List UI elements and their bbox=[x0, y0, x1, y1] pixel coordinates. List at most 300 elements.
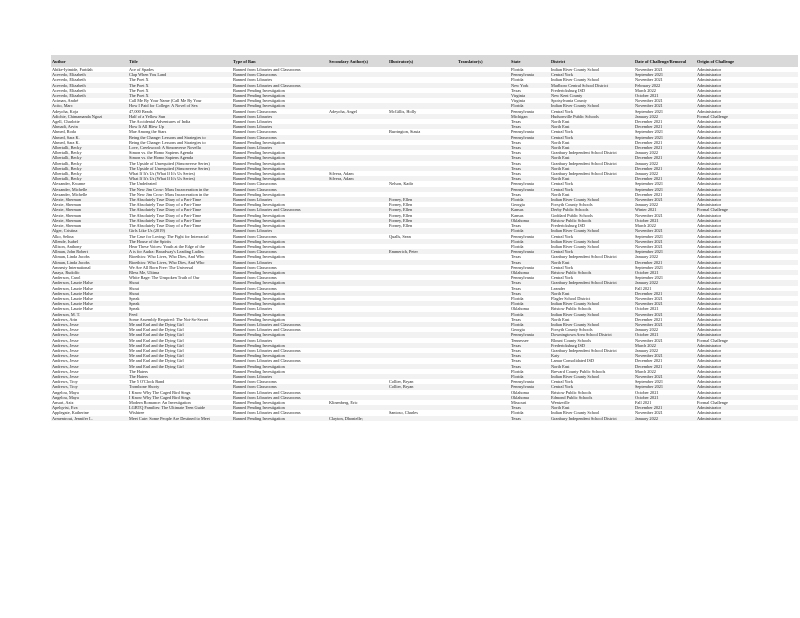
title-cell[interactable]: White Rage: The Unspoken Truth of Our bbox=[128, 275, 232, 280]
illustrator-cell[interactable]: Qualls, Sean bbox=[388, 234, 457, 239]
date-cell[interactable]: October 2021 bbox=[634, 218, 696, 223]
title-cell[interactable]: The House of the Spirits bbox=[128, 239, 232, 244]
district-cell[interactable]: Katy bbox=[550, 353, 634, 358]
title-cell[interactable]: Speak bbox=[128, 301, 232, 306]
state-cell[interactable]: Texas bbox=[510, 192, 550, 197]
author-cell[interactable]: Alko, Selina bbox=[51, 234, 128, 239]
origin-cell[interactable]: Administrator bbox=[696, 353, 798, 358]
date-cell[interactable]: September 2021 bbox=[634, 379, 696, 384]
date-cell[interactable]: October 2021 bbox=[634, 306, 696, 311]
ban-type-cell[interactable]: Banned from Libraries bbox=[232, 114, 328, 119]
title-cell[interactable]: Shout bbox=[128, 291, 232, 296]
district-cell[interactable]: North East bbox=[550, 176, 634, 181]
title-cell[interactable]: The New Jim Crow: Mass Incarceration in the bbox=[128, 192, 232, 197]
state-cell[interactable]: Texas bbox=[510, 286, 550, 291]
ban-type-cell[interactable]: Banned from Libraries bbox=[232, 260, 328, 265]
title-cell[interactable]: How I Paid for College: A Novel of Sex bbox=[128, 103, 232, 108]
ban-type-cell[interactable]: Banned Pending Investigation bbox=[232, 213, 328, 218]
state-cell[interactable]: Michigan bbox=[510, 114, 550, 119]
district-cell[interactable]: Derby Public Schools bbox=[550, 207, 634, 212]
illustrator-cell[interactable]: Forney, Ellen bbox=[388, 218, 457, 223]
table-row[interactable] bbox=[51, 416, 798, 421]
district-cell[interactable]: Central York bbox=[550, 275, 634, 280]
ban-type-cell[interactable]: Banned from Libraries bbox=[232, 338, 328, 343]
date-cell[interactable]: November 2021 bbox=[634, 301, 696, 306]
ban-type-cell[interactable]: Banned from Libraries and Classrooms bbox=[232, 67, 328, 72]
ban-type-cell[interactable]: Banned from Libraries bbox=[232, 197, 328, 202]
author-cell[interactable]: Andrews, Jesse bbox=[51, 322, 128, 327]
state-cell[interactable]: Florida bbox=[510, 67, 550, 72]
date-cell[interactable]: December 2021 bbox=[634, 176, 696, 181]
district-cell[interactable]: New Kent County bbox=[550, 93, 634, 98]
district-cell[interactable]: Granbury Independent School District bbox=[550, 416, 634, 421]
author-cell[interactable]: Acito, Marc bbox=[51, 103, 128, 108]
author-cell[interactable]: Andrews, Jesse bbox=[51, 332, 128, 337]
ban-type-cell[interactable]: Banned from Libraries and Classrooms bbox=[232, 410, 328, 415]
state-cell[interactable]: Texas bbox=[510, 291, 550, 296]
origin-cell[interactable]: Administrator bbox=[696, 176, 798, 181]
date-cell[interactable]: January 2022 bbox=[634, 161, 696, 166]
author-cell[interactable]: Andrews, Jesse bbox=[51, 348, 128, 353]
ban-type-cell[interactable]: Banned from Libraries and Classrooms bbox=[232, 358, 328, 363]
origin-cell[interactable]: Administrator bbox=[696, 98, 798, 103]
district-cell[interactable]: Indian River County School bbox=[550, 103, 634, 108]
ban-type-cell[interactable]: Banned from Libraries bbox=[232, 374, 328, 379]
date-cell[interactable]: January 2022 bbox=[634, 280, 696, 285]
origin-cell[interactable]: Administrator bbox=[696, 124, 798, 129]
district-cell[interactable]: Indian River County School bbox=[550, 410, 634, 415]
date-cell[interactable]: November 2021 bbox=[634, 338, 696, 343]
author-cell[interactable]: Anderson, Laurie Halse bbox=[51, 291, 128, 296]
date-cell[interactable]: October 2021 bbox=[634, 390, 696, 395]
author-cell[interactable]: Ansari, Aziz bbox=[51, 400, 128, 405]
title-cell[interactable]: 47,000 Beads bbox=[128, 109, 232, 114]
district-cell[interactable]: North East bbox=[550, 364, 634, 369]
date-cell[interactable]: September 2021 bbox=[634, 129, 696, 134]
date-cell[interactable]: January 2022 bbox=[634, 150, 696, 155]
state-cell[interactable]: Texas bbox=[510, 166, 550, 171]
date-cell[interactable]: January 2022 bbox=[634, 171, 696, 176]
origin-cell[interactable]: Administrator bbox=[696, 369, 798, 374]
author-cell[interactable]: Ahmed, Sara K. bbox=[51, 140, 128, 145]
column-header[interactable]: District bbox=[550, 55, 634, 67]
ban-type-cell[interactable]: Banned Pending Investigation bbox=[232, 88, 328, 93]
state-cell[interactable]: Pennsylvania bbox=[510, 72, 550, 77]
secondary-author-cell[interactable]: Klinenberg, Eric bbox=[328, 400, 388, 405]
district-cell[interactable]: Granbury Independent School District bbox=[550, 171, 634, 176]
origin-cell[interactable]: Administrator bbox=[696, 88, 798, 93]
state-cell[interactable]: Florida bbox=[510, 322, 550, 327]
date-cell[interactable]: November 2021 bbox=[634, 213, 696, 218]
origin-cell[interactable]: Administrator bbox=[696, 72, 798, 77]
ban-type-cell[interactable]: Banned from Classrooms bbox=[232, 265, 328, 270]
author-cell[interactable]: Andrews, Jesse bbox=[51, 353, 128, 358]
district-cell[interactable]: Flagler School District bbox=[550, 296, 634, 301]
title-cell[interactable]: Me and Earl and the Dying Girl bbox=[128, 364, 232, 369]
state-cell[interactable]: Pennsylvania bbox=[510, 265, 550, 270]
ban-type-cell[interactable]: Banned Pending Investigation bbox=[232, 343, 328, 348]
state-cell[interactable]: Florida bbox=[510, 239, 550, 244]
ban-type-cell[interactable]: Banned Pending Investigation bbox=[232, 291, 328, 296]
author-cell[interactable]: Agell, Charlotte bbox=[51, 119, 128, 124]
state-cell[interactable]: Florida bbox=[510, 312, 550, 317]
state-cell[interactable]: Oklahoma bbox=[510, 218, 550, 223]
origin-cell[interactable]: Administrator bbox=[696, 416, 798, 421]
author-cell[interactable]: Ahmed, Sara K. bbox=[51, 135, 128, 140]
origin-cell[interactable]: Administrator bbox=[696, 155, 798, 160]
date-cell[interactable]: December 2021 bbox=[634, 364, 696, 369]
district-cell[interactable]: North East bbox=[550, 291, 634, 296]
title-cell[interactable]: Hear These Voices: Youth at the Edge of the bbox=[128, 244, 232, 249]
state-cell[interactable]: Texas bbox=[510, 88, 550, 93]
ban-type-cell[interactable]: Banned from Classrooms bbox=[232, 187, 328, 192]
origin-cell[interactable]: Administrator bbox=[696, 265, 798, 270]
author-cell[interactable]: Andrews, Arin bbox=[51, 317, 128, 322]
origin-cell[interactable]: Formal Challenge bbox=[696, 338, 798, 343]
author-cell[interactable]: Alger, Cristina bbox=[51, 228, 128, 233]
title-cell[interactable]: Me and Earl and the Dying Girl bbox=[128, 343, 232, 348]
author-cell[interactable]: Andrews, Troy bbox=[51, 379, 128, 384]
date-cell[interactable]: January 2022 bbox=[634, 348, 696, 353]
origin-cell[interactable]: Administrator bbox=[696, 103, 798, 108]
ban-type-cell[interactable]: Banned Pending Investigation bbox=[232, 364, 328, 369]
title-cell[interactable]: Me and Earl and the Dying Girl bbox=[128, 353, 232, 358]
district-cell[interactable]: Indian River County School bbox=[550, 301, 634, 306]
state-cell[interactable]: Texas bbox=[510, 124, 550, 129]
district-cell[interactable]: Indian River County School bbox=[550, 228, 634, 233]
origin-cell[interactable]: Administrator bbox=[696, 286, 798, 291]
title-cell[interactable]: The Upside of Unrequited (Simonverse Series) bbox=[128, 166, 232, 171]
title-cell[interactable]: The New Jim Crow: Mass Incarceration in the bbox=[128, 187, 232, 192]
state-cell[interactable]: Texas bbox=[510, 171, 550, 176]
origin-cell[interactable]: Administrator bbox=[696, 239, 798, 244]
ban-type-cell[interactable]: Banned Pending Investigation bbox=[232, 244, 328, 249]
title-cell[interactable]: The Poet X bbox=[128, 88, 232, 93]
translator-cell[interactable] bbox=[457, 416, 510, 421]
origin-cell[interactable]: Administrator bbox=[696, 119, 798, 124]
district-cell[interactable]: North East bbox=[550, 145, 634, 150]
date-cell[interactable]: November 2021 bbox=[634, 322, 696, 327]
origin-cell[interactable]: Administrator bbox=[696, 374, 798, 379]
secondary-author-cell[interactable]: Silvera, Adam bbox=[328, 171, 388, 176]
state-cell[interactable]: Texas bbox=[510, 353, 550, 358]
district-cell[interactable]: Central York bbox=[550, 135, 634, 140]
ban-type-cell[interactable]: Banned from Classrooms bbox=[232, 234, 328, 239]
ban-type-cell[interactable]: Banned from Libraries bbox=[232, 145, 328, 150]
date-cell[interactable]: January 2022 bbox=[634, 254, 696, 259]
author-cell[interactable]: Adeyoha, Koja bbox=[51, 109, 128, 114]
author-cell[interactable]: Albertalli, Becky bbox=[51, 155, 128, 160]
column-header[interactable]: Secondary Author(s) bbox=[328, 55, 388, 67]
author-cell[interactable]: Armentrout, Jennifer L. bbox=[51, 416, 128, 421]
author-cell[interactable]: Andrews, Jesse bbox=[51, 338, 128, 343]
state-cell[interactable]: Pennsylvania bbox=[510, 249, 550, 254]
illustrator-cell[interactable]: Forney, Ellen bbox=[388, 213, 457, 218]
column-header[interactable]: State bbox=[510, 55, 550, 67]
ban-type-cell[interactable]: Banned Pending Investigation bbox=[232, 317, 328, 322]
district-cell[interactable]: Hudsonville Public Schools bbox=[550, 114, 634, 119]
date-cell[interactable]: November 2021 bbox=[634, 197, 696, 202]
ban-type-cell[interactable]: Banned from Classrooms bbox=[232, 275, 328, 280]
state-cell[interactable]: Pennsylvania bbox=[510, 135, 550, 140]
author-cell[interactable]: Andrews, Jesse bbox=[51, 374, 128, 379]
ban-type-cell[interactable]: Banned from Classrooms bbox=[232, 249, 328, 254]
date-cell[interactable]: November 2021 bbox=[634, 353, 696, 358]
ban-type-cell[interactable]: Banned from Classrooms bbox=[232, 286, 328, 291]
author-cell[interactable]: Anderson, Laurie Halse bbox=[51, 286, 128, 291]
author-cell[interactable]: Acevedo, Elizabeth bbox=[51, 77, 128, 82]
origin-cell[interactable]: Administrator bbox=[696, 83, 798, 88]
author-cell[interactable]: Albertalli, Becky bbox=[51, 166, 128, 171]
state-cell[interactable]: Oklahoma bbox=[510, 395, 550, 400]
state-cell[interactable]: New York bbox=[510, 83, 550, 88]
district-cell[interactable]: North East bbox=[550, 140, 634, 145]
author-cell[interactable]: Ahmed, Roda bbox=[51, 129, 128, 134]
district-cell[interactable]: Bristow Public Schools bbox=[550, 270, 634, 275]
author-cell[interactable]: Alexander, Michelle bbox=[51, 192, 128, 197]
state-cell[interactable]: Pennsylvania bbox=[510, 332, 550, 337]
column-header[interactable]: Title bbox=[128, 55, 232, 67]
title-cell[interactable]: The Absolutely True Diary of a Part-Time bbox=[128, 218, 232, 223]
date-cell[interactable]: October 2021 bbox=[634, 270, 696, 275]
date-cell[interactable]: November 2021 bbox=[634, 103, 696, 108]
district-cell[interactable]: Indian River County School bbox=[550, 67, 634, 72]
date-cell[interactable]: November 2021 bbox=[634, 374, 696, 379]
district-cell[interactable]: Indian River County School bbox=[550, 322, 634, 327]
author-cell[interactable]: Ahmadi, Arvin bbox=[51, 124, 128, 129]
district-cell[interactable]: Central York bbox=[550, 265, 634, 270]
state-cell[interactable]: Georgia bbox=[510, 202, 550, 207]
date-cell[interactable]: December 2021 bbox=[634, 166, 696, 171]
origin-cell[interactable]: Administrator bbox=[696, 254, 798, 259]
origin-cell[interactable]: Formal Challenge bbox=[696, 114, 798, 119]
title-cell[interactable]: Simon vs. the Homo Sapiens Agenda bbox=[128, 155, 232, 160]
origin-cell[interactable]: Administrator bbox=[696, 410, 798, 415]
title-cell[interactable]: Being the Change: Lessons and Strategies to bbox=[128, 135, 232, 140]
date-cell[interactable]: October 2021 bbox=[634, 332, 696, 337]
state-cell[interactable]: Texas bbox=[510, 119, 550, 124]
ban-type-cell[interactable]: Banned Pending Investigation bbox=[232, 103, 328, 108]
title-cell[interactable]: The Haters bbox=[128, 374, 232, 379]
ban-type-cell[interactable]: Banned from Libraries bbox=[232, 77, 328, 82]
ban-type-cell[interactable]: Banned from Classrooms bbox=[232, 384, 328, 389]
district-cell[interactable]: Downingtown Area School District bbox=[550, 332, 634, 337]
ban-type-cell[interactable]: Banned Pending Investigation bbox=[232, 171, 328, 176]
state-cell[interactable]: Texas bbox=[510, 317, 550, 322]
origin-cell[interactable]: Administrator bbox=[696, 228, 798, 233]
date-cell[interactable]: November 2021 bbox=[634, 296, 696, 301]
title-cell[interactable]: Meet Cute: Some People Are Destined to Meet bbox=[128, 416, 232, 421]
district-cell[interactable]: Bristow Public Schools bbox=[550, 306, 634, 311]
ban-type-cell[interactable]: Banned from Classrooms bbox=[232, 109, 328, 114]
title-cell[interactable]: I Know Why The Caged Bird Sings bbox=[128, 390, 232, 395]
author-cell[interactable]: Applegate, Katherine bbox=[51, 410, 128, 415]
origin-cell[interactable]: Administrator bbox=[696, 405, 798, 410]
ban-type-cell[interactable]: Banned from Libraries bbox=[232, 124, 328, 129]
district-cell[interactable]: Spotsylvania County bbox=[550, 98, 634, 103]
author-cell[interactable]: Apelqvist, Eva bbox=[51, 405, 128, 410]
title-cell[interactable]: Bioethics: Who Lives, Who Dies, And Who bbox=[128, 254, 232, 259]
title-cell[interactable]: Some Assembly Required: The Not-So-Secret bbox=[128, 317, 232, 322]
state-cell[interactable]: Florida bbox=[510, 228, 550, 233]
origin-cell[interactable]: Administrator bbox=[696, 129, 798, 134]
title-cell[interactable]: I Know Why The Caged Bird Sings bbox=[128, 395, 232, 400]
secondary-author-cell[interactable]: Silvera, Adam bbox=[328, 176, 388, 181]
date-cell[interactable]: September 2021 bbox=[634, 265, 696, 270]
author-cell[interactable]: Albertalli, Becky bbox=[51, 161, 128, 166]
origin-cell[interactable]: Administrator bbox=[696, 312, 798, 317]
title-cell[interactable]: Mae Among the Stars bbox=[128, 129, 232, 134]
date-cell[interactable]: October 2021 bbox=[634, 93, 696, 98]
state-cell[interactable]: Pennsylvania bbox=[510, 181, 550, 186]
column-header[interactable]: Type of Ban bbox=[232, 55, 328, 67]
title-cell[interactable]: The 5 O'Clock Band bbox=[128, 379, 232, 384]
district-cell[interactable]: Granbury Independent School District bbox=[550, 161, 634, 166]
state-cell[interactable]: Pennsylvania bbox=[510, 109, 550, 114]
ban-type-cell[interactable]: Banned Pending Investigation bbox=[232, 150, 328, 155]
date-cell[interactable]: November 2021 bbox=[634, 77, 696, 82]
author-cell[interactable]: Andrews, Jesse bbox=[51, 364, 128, 369]
date-cell[interactable]: November 2021 bbox=[634, 67, 696, 72]
date-cell[interactable]: September 2021 bbox=[634, 109, 696, 114]
title-cell[interactable]: Bioethics: Who Lives, Who Dies, And Who bbox=[128, 260, 232, 265]
illustrator-cell[interactable]: Santoso, Charles bbox=[388, 410, 457, 415]
origin-cell[interactable]: Administrator bbox=[696, 202, 798, 207]
state-cell[interactable]: Texas bbox=[510, 348, 550, 353]
district-cell[interactable]: North East bbox=[550, 405, 634, 410]
date-cell[interactable]: September 2021 bbox=[634, 384, 696, 389]
title-cell[interactable]: What If It's Us (What If It's Us Series) bbox=[128, 176, 232, 181]
state-cell[interactable]: Florida bbox=[510, 197, 550, 202]
state-cell[interactable]: Texas bbox=[510, 358, 550, 363]
origin-cell[interactable]: Administrator bbox=[696, 213, 798, 218]
title-cell[interactable]: Trombone Shorty bbox=[128, 384, 232, 389]
title-cell[interactable]: Being the Change: Lessons and Strategies to bbox=[128, 140, 232, 145]
district-cell[interactable]: Indian River County School bbox=[550, 239, 634, 244]
ban-type-cell[interactable]: Banned Pending Investigation bbox=[232, 202, 328, 207]
title-cell[interactable]: Shout bbox=[128, 280, 232, 285]
title-cell[interactable]: The Accidental Adventures of India bbox=[128, 119, 232, 124]
title-cell[interactable]: The Undefeated bbox=[128, 181, 232, 186]
state-cell[interactable]: Oklahoma bbox=[510, 306, 550, 311]
author-cell[interactable]: Andrews, Troy bbox=[51, 384, 128, 389]
origin-cell[interactable]: Administrator bbox=[696, 296, 798, 301]
author-cell[interactable]: Alexie, Sherman bbox=[51, 213, 128, 218]
date-cell[interactable]: September 2021 bbox=[634, 135, 696, 140]
author-cell[interactable]: Angelou, Maya bbox=[51, 390, 128, 395]
district-cell[interactable]: Lamar Consolidated ISD bbox=[550, 358, 634, 363]
author-cell[interactable]: Aciman, André bbox=[51, 98, 128, 103]
origin-cell[interactable]: Administrator bbox=[696, 77, 798, 82]
origin-cell[interactable]: Administrator bbox=[696, 161, 798, 166]
author-cell[interactable]: Acevedo, Elizabeth bbox=[51, 72, 128, 77]
date-cell[interactable]: December 2021 bbox=[634, 260, 696, 265]
state-cell[interactable]: Texas bbox=[510, 405, 550, 410]
title-cell[interactable]: The Absolutely True Diary of a Part-Time bbox=[128, 213, 232, 218]
title-cell[interactable]: How It All Blew Up bbox=[128, 124, 232, 129]
state-cell[interactable]: Florida bbox=[510, 301, 550, 306]
author-cell[interactable]: Anderson, Laurie Halse bbox=[51, 280, 128, 285]
origin-cell[interactable]: Administrator bbox=[696, 67, 798, 72]
column-header[interactable]: Date of Challenge/Removal bbox=[634, 55, 696, 67]
origin-cell[interactable]: Administrator bbox=[696, 317, 798, 322]
ban-type-cell[interactable]: Banned Pending Investigation bbox=[232, 296, 328, 301]
ban-type-cell[interactable]: Banned from Libraries bbox=[232, 306, 328, 311]
ban-type-cell[interactable]: Banned Pending Investigation bbox=[232, 254, 328, 259]
author-cell[interactable]: Alexie, Sherman bbox=[51, 218, 128, 223]
district-cell[interactable]: Goddard Public Schools bbox=[550, 213, 634, 218]
date-cell[interactable]: November 2021 bbox=[634, 410, 696, 415]
title-cell[interactable]: Bless Me, Ultima bbox=[128, 270, 232, 275]
state-cell[interactable]: Texas bbox=[510, 150, 550, 155]
column-header[interactable]: Author bbox=[51, 55, 128, 67]
secondary-author-cell[interactable]: Adeyoha, Angel bbox=[328, 109, 388, 114]
illustrator-cell[interactable]: Collier, Bryan bbox=[388, 379, 457, 384]
ban-type-cell[interactable]: Banned Pending Investigation bbox=[232, 353, 328, 358]
district-cell[interactable]: Granbury Independent School District bbox=[550, 280, 634, 285]
illustrator-cell[interactable]: Collier, Bryan bbox=[388, 384, 457, 389]
title-cell[interactable]: The Haters bbox=[128, 369, 232, 374]
state-cell[interactable]: Virginia bbox=[510, 93, 550, 98]
author-cell[interactable]: Albertalli, Becky bbox=[51, 176, 128, 181]
title-cell[interactable]: Speak bbox=[128, 296, 232, 301]
district-cell[interactable]: Indian River County School bbox=[550, 374, 634, 379]
district-cell[interactable]: Fredericksburg ISD bbox=[550, 343, 634, 348]
author-cell[interactable]: Alexander, Kwame bbox=[51, 181, 128, 186]
origin-cell[interactable]: Administrator bbox=[696, 223, 798, 228]
district-cell[interactable]: Central York bbox=[550, 72, 634, 77]
title-cell[interactable]: Me and Earl and the Dying Girl bbox=[128, 322, 232, 327]
district-cell[interactable]: Indian River County School bbox=[550, 244, 634, 249]
author-cell[interactable]: Adichie, Chimamanda Ngozi bbox=[51, 114, 128, 119]
date-cell[interactable]: October 2021 bbox=[634, 395, 696, 400]
state-cell[interactable]: Kansas bbox=[510, 207, 550, 212]
ban-type-cell[interactable]: Banned from Libraries and Classrooms bbox=[232, 322, 328, 327]
date-cell[interactable]: November 2021 bbox=[634, 98, 696, 103]
title-cell[interactable]: Me and Earl and the Dying Girl bbox=[128, 358, 232, 363]
origin-cell[interactable]: Administrator bbox=[696, 301, 798, 306]
ban-type-cell[interactable]: Banned Pending Investigation bbox=[232, 332, 328, 337]
origin-cell[interactable]: Administrator bbox=[696, 218, 798, 223]
district-cell[interactable]: Central York bbox=[550, 234, 634, 239]
ban-type-cell[interactable]: Banned from Classrooms bbox=[232, 181, 328, 186]
district-cell[interactable]: North East bbox=[550, 155, 634, 160]
state-cell[interactable]: Kansas bbox=[510, 213, 550, 218]
date-cell[interactable]: September 2021 bbox=[634, 249, 696, 254]
date-cell[interactable]: November 2021 bbox=[634, 312, 696, 317]
district-cell[interactable]: North East bbox=[550, 124, 634, 129]
origin-cell[interactable]: Administrator bbox=[696, 332, 798, 337]
ban-type-cell[interactable]: Banned Pending Investigation bbox=[232, 218, 328, 223]
state-cell[interactable]: Pennsylvania bbox=[510, 384, 550, 389]
origin-cell[interactable]: Administrator bbox=[696, 249, 798, 254]
state-cell[interactable]: Oklahoma bbox=[510, 390, 550, 395]
ban-type-cell[interactable]: Banned Pending Investigation bbox=[232, 312, 328, 317]
district-cell[interactable]: North East bbox=[550, 119, 634, 124]
ban-type-cell[interactable]: Banned Pending Investigation bbox=[232, 93, 328, 98]
date-cell[interactable]: September 2021 bbox=[634, 72, 696, 77]
author-cell[interactable]: Allison, Anthony bbox=[51, 244, 128, 249]
ban-type-cell[interactable]: Banned Pending Investigation bbox=[232, 400, 328, 405]
district-cell[interactable]: Central York bbox=[550, 129, 634, 134]
illustrator-cell[interactable]: Emmerich, Peter bbox=[388, 249, 457, 254]
date-cell[interactable]: September 2021 bbox=[634, 181, 696, 186]
date-cell[interactable]: Fall 2021 bbox=[634, 400, 696, 405]
date-cell[interactable]: December 2021 bbox=[634, 145, 696, 150]
district-cell[interactable]: Bristow Public Schools bbox=[550, 218, 634, 223]
date-cell[interactable]: March 2022 bbox=[634, 343, 696, 348]
district-cell[interactable]: Fredericksburg ISD bbox=[550, 88, 634, 93]
